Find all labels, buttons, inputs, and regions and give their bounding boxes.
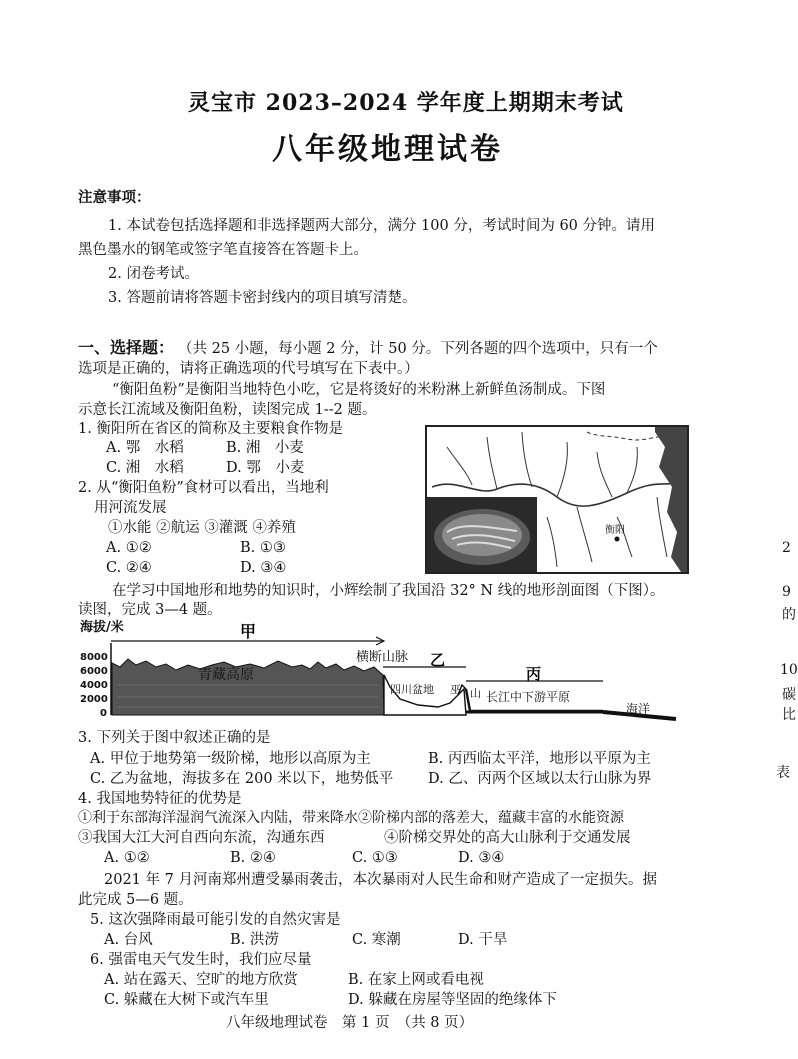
edge-fragment-2: 9	[782, 584, 791, 600]
ytick-6000: 6000	[80, 666, 108, 677]
q4-line-2b: ④阶梯交界处的高大山脉利于交通发展	[384, 830, 631, 846]
q4-line-2a: ③我国大江大河自西向东流，沟通东西	[78, 830, 325, 846]
q2-stem-a: 2. 从“衡阳鱼粉”食材可以看出，当地利	[78, 480, 329, 496]
ytick-4000: 4000	[80, 680, 108, 691]
q4-option-a: A. ①②	[104, 850, 150, 866]
q3-option-b: B. 丙西临太平洋，地形以平原为主	[428, 751, 651, 767]
q3-option-d: D. 乙、丙两个区域以太行山脉为界	[428, 771, 652, 787]
intro-34-a: 在学习中国地形和地势的知识时，小辉绘制了我国沿 32° N 线的地形剖面图（下图）。	[112, 583, 665, 599]
section-desc-a: （共 25 小题，每小题 2 分，计 50 分。下列各题的四个选项中，只有一个	[178, 341, 658, 357]
intro-12-a: “衡阳鱼粉”是衡阳当地特色小吃，它是将烫好的米粉淋上新鲜鱼汤制成。下图	[112, 382, 606, 398]
ytick-8000: 8000	[80, 652, 108, 663]
notice-label: 注意事项：	[78, 189, 151, 206]
terrain-profile-figure	[78, 615, 678, 725]
q5-option-d: D. 干旱	[458, 932, 508, 948]
q2-stem-b: 用河流发展	[94, 500, 167, 516]
label-changjiang: 长江中下游平原	[486, 690, 571, 704]
section-heading: 一、选择题：	[78, 338, 175, 357]
edge-fragment-4: 10	[780, 662, 798, 678]
edge-fragment-6: 比	[782, 707, 796, 723]
yangtze-map-figure	[425, 425, 689, 574]
q2-option-a: A. ①②	[106, 540, 152, 556]
page-footer: 八年级地理试卷 第 1 页 （共 8 页）	[226, 1015, 474, 1031]
q3-stem: 3. 下列关于图中叙述正确的是	[78, 730, 271, 746]
ytick-2000: 2000	[80, 694, 108, 705]
intro-56-b: 此完成 5—6 题。	[78, 892, 193, 908]
edge-fragment-3: 的	[782, 607, 796, 623]
q2-option-c: C. ②④	[106, 560, 152, 576]
q4-option-b: B. ②④	[230, 850, 276, 866]
edge-fragment-7: 表	[776, 765, 790, 781]
q5-stem: 5. 这次强降雨最可能引发的自然灾害是	[90, 912, 341, 928]
q2-option-b: B. ①③	[240, 540, 286, 556]
exam-title: 灵宝市 2023–2024 学年度上期期末考试	[188, 90, 624, 116]
q3-option-a: A. 甲位于地势第一级阶梯，地形以高原为主	[90, 751, 371, 767]
q1-stem: 1. 衡阳所在省区的简称及主要粮食作物是	[78, 421, 343, 437]
q3-option-c: C. 乙为盆地，海拔多在 200 米以下，地势低平	[90, 771, 394, 787]
region-jia: 甲	[240, 622, 257, 641]
q2-option-d: D. ③④	[240, 560, 287, 576]
notice-item-3: 3. 答题前请将答题卡密封线内的项目填写清楚。	[108, 290, 417, 306]
q5-option-b: B. 洪涝	[230, 932, 279, 948]
paper-title: 八年级地理试卷	[272, 132, 503, 167]
edge-fragment-5: 碳	[782, 687, 796, 703]
q6-option-c: C. 躲藏在大树下或汽车里	[104, 992, 269, 1008]
q1-option-d: D. 鄂 小麦	[226, 460, 305, 476]
yaxis-label: 海拔/米	[80, 620, 124, 635]
terrain-profile	[78, 615, 678, 725]
label-shan: 山	[470, 687, 481, 700]
q6-option-a: A. 站在露天、空旷的地方欣赏	[104, 972, 298, 988]
hengyang-label: 衡阳	[605, 525, 625, 536]
notice-item-1b: 黑色墨水的钢笔或签字笔直接答在答题卡上。	[78, 242, 368, 258]
ytick-0: 0	[100, 708, 107, 719]
region-yi: 乙	[430, 651, 446, 669]
q6-stem: 6. 强雷电天气发生时，我们应尽量	[90, 952, 312, 968]
label-ocean: 海洋	[626, 702, 651, 716]
q1-option-a: A. 鄂 水稻	[106, 440, 184, 456]
q1-option-b: B. 湘 小麦	[226, 440, 304, 456]
intro-34-b: 读图，完成 3—4 题。	[78, 602, 222, 618]
label-sichuan: 四川盆地	[390, 683, 434, 696]
label-hengduan: 横断山脉	[356, 650, 409, 665]
label-qingzang: 青藏高原	[198, 667, 254, 683]
q4-stem: 4. 我国地势特征的优势是	[78, 791, 242, 807]
q6-option-d: D. 躲藏在房屋等坚固的绝缘体下	[348, 992, 557, 1008]
intro-56-a: 2021 年 7 月河南郑州遭受暴雨袭击，本次暴雨对人民生命和财产造成了一定损失。据	[104, 872, 657, 888]
q4-option-d: D. ③④	[458, 850, 505, 866]
section-desc-b: 选项是正确的，请将正确选项的代号填写在下表中。）	[78, 361, 419, 377]
q5-option-c: C. 寒潮	[352, 932, 401, 948]
intro-12-b: 示意长江流域及衡阳鱼粉，读图完成 1--2 题。	[78, 402, 377, 418]
yangtze-map	[427, 427, 687, 572]
notice-item-1a: 1. 本试卷包括选择题和非选择题两大部分，满分 100 分，考试时间为 60 分钟。请用	[108, 218, 656, 234]
edge-fragment-1: 2	[782, 540, 791, 556]
q4-line-1: ①利于东部海洋湿润气流深入内陆，带来降水②阶梯内部的落差大，蕴藏丰富的水能资源	[78, 810, 624, 826]
q1-option-c: C. 湘 水稻	[106, 460, 184, 476]
q5-option-a: A. 台风	[104, 932, 153, 948]
q4-option-c: C. ①③	[352, 850, 398, 866]
q6-option-b: B. 在家上网或看电视	[348, 972, 484, 988]
region-bing: 丙	[526, 665, 542, 683]
q2-items: ①水能 ②航运 ③灌溉 ④养殖	[108, 520, 296, 536]
label-wu: 巫	[450, 683, 461, 696]
notice-item-2: 2. 闭卷考试。	[108, 266, 199, 282]
